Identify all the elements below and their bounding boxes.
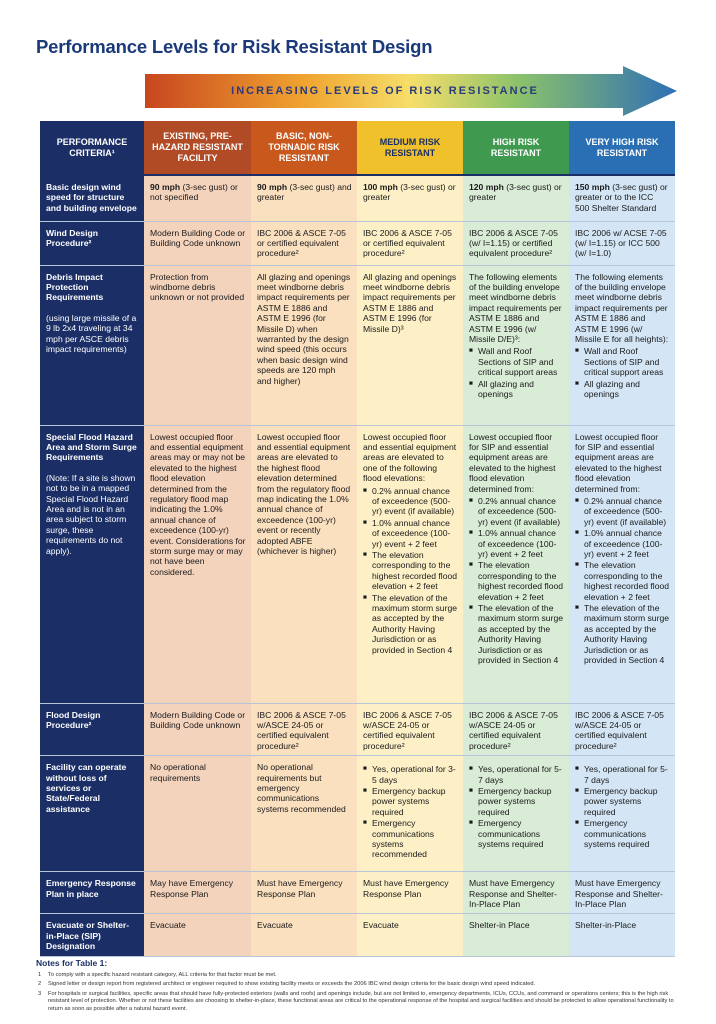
footnote-text: To comply with a specific hazard resistant category, ALL criteria for that factor must be met.: [48, 972, 277, 978]
table-row: [40, 756, 675, 872]
level-cell: [144, 756, 251, 872]
bullet-item: ■ All glazing and openings: [469, 379, 564, 400]
table-row: [40, 914, 675, 956]
cell-text: [575, 710, 670, 752]
bullet-item: ■ Wall and Roof Sections of SIP and critical support areas: [469, 346, 564, 377]
bullet-list: [469, 764, 564, 849]
table-row: [40, 872, 675, 914]
cell-body: IBC 2006 & ASCE 7-05 w/ASCE 24-05 or certified equivalent procedure²: [575, 709, 664, 751]
cell-text: [469, 920, 564, 930]
header-row: [40, 121, 675, 175]
cell-text: [363, 710, 458, 752]
footnote-text: For hospitals or surgical facilities, specific areas that should have fully-protected exteriors (walls and roofs) and openings include, but are not limited to, emergency departments, ICUs, CCUs, and command or operations centers; this is the high risk resistant level of protection. Whether or not these facilities are choosing to shelter-in-place, these functional areas are critical to the operational response of the hospital and surgical facilities and should be protected to allow operational functionality to return as soon as possible after a natural hazard event.: [48, 990, 674, 1012]
bullet-item: ■ Yes, operational for 5-7 days: [469, 764, 564, 785]
criteria-label: Flood Design Procedure²: [46, 709, 101, 730]
level-cell: [463, 265, 569, 425]
criteria-cell: [40, 872, 144, 914]
column-header: BASIC, NON-TORNADIC RISK RESISTANT: [251, 121, 357, 175]
cell-body: Evacuate: [363, 920, 399, 931]
level-cell: [569, 914, 675, 956]
cell-body: Evacuate: [257, 920, 293, 931]
cell-text: [150, 762, 246, 783]
cell-body: (3-sec gust) and greater: [257, 182, 352, 203]
wind-speed-value: 120 mph: [469, 182, 504, 192]
level-cell: [569, 756, 675, 872]
risk-table: [40, 121, 675, 957]
footnote-text: Signed letter or design report from registered architect or engineer required to show existing facility meets or exceeds the 2006 IBC wind design criteria for the basic design wind speed indicated.: [48, 981, 536, 988]
cell-body: All glazing and openings meet windborne debris impact requirements per ASTM E 1886 and ASTM E 1996 (for Missile D)³: [363, 271, 457, 334]
level-cell: [251, 914, 357, 956]
level-cell: [569, 175, 675, 221]
column-header: HIGH RISK RESISTANT: [463, 121, 569, 175]
level-cell: [357, 425, 463, 703]
cell-text: [150, 272, 246, 303]
cell-body: IBC 2006 & ASCE 7-05 w/ASCE 24-05 or certified equivalent procedure²: [469, 709, 558, 751]
bullet-list: [363, 486, 458, 656]
bullet-list: [575, 764, 670, 849]
cell-body: (3-sec gust) or not specified: [150, 182, 238, 203]
level-cell: [144, 703, 251, 756]
criteria-cell: [40, 221, 144, 265]
level-cell: [144, 265, 251, 425]
cell-body: Shelter-in Place: [469, 920, 530, 931]
level-cell: [569, 872, 675, 914]
level-cell: [251, 221, 357, 265]
cell-text: [257, 272, 352, 386]
level-cell: [357, 703, 463, 756]
risk-arrow: [145, 66, 677, 116]
bullet-item: ■ Emergency communications systems required: [469, 818, 564, 849]
criteria-cell: [40, 175, 144, 221]
cell-text: [363, 878, 458, 899]
level-cell: [251, 703, 357, 756]
bullet-item: ■ Wall and Roof Sections of SIP and critical support areas: [575, 346, 670, 377]
footnote: [36, 972, 682, 979]
bullet-item: ■ 1.0% annual chance of exceedence (100-yr) event + 2 feet: [575, 528, 670, 559]
notes-section: [36, 958, 682, 1015]
level-cell: [144, 872, 251, 914]
cell-text: [363, 432, 458, 484]
notes-title: Notes for Table 1:: [36, 958, 108, 968]
cell-text: [257, 878, 352, 899]
level-cell: [144, 221, 251, 265]
bullet-list: [575, 496, 670, 666]
bullet-item: ■ Emergency backup power systems required: [469, 786, 564, 817]
level-cell: [357, 175, 463, 221]
level-cell: [357, 872, 463, 914]
bullet-item: ■ 1.0% annual chance of exceedence (100-yr) event + 2 feet: [469, 528, 564, 559]
cell-text: [469, 228, 564, 259]
level-cell: [357, 914, 463, 956]
level-cell: [463, 703, 569, 756]
table-row: [40, 175, 675, 221]
page-title: Performance Levels for Risk Resistant Design: [36, 36, 433, 57]
cell-body: IBC 2006 & ASCE 7-05 w/ASCE 24-05 or certified equivalent procedure²: [257, 709, 346, 751]
cell-text: [150, 182, 246, 203]
cell-body: IBC 2006 w/ ACSE 7-05 (w/ I=1.15) or ICC 500 (w/ I=1.0): [575, 227, 667, 259]
cell-body: The following elements of the building envelope meet windborne debris impact requirements per ASTM E 1886 and ASTM E 1996 (w/ Missile E for all heights):: [575, 271, 669, 344]
bullet-list: [575, 346, 670, 399]
cell-body: Must have Emergency Response and Shelter-In-Place Plan: [469, 878, 557, 909]
level-cell: [251, 265, 357, 425]
cell-body: Shelter-in-Place: [575, 920, 637, 931]
criteria-cell: [40, 703, 144, 756]
level-cell: [569, 221, 675, 265]
cell-text: [575, 228, 670, 259]
bullet-item: ■ Yes, operational for 3-5 days: [363, 764, 458, 785]
bullet-item: ■ The elevation of the maximum storm surge as accepted by the Authority Having Jurisdiction or as provided in Section 4: [363, 593, 458, 655]
cell-body: Must have Emergency Response and Shelter-In-Place Plan: [575, 878, 663, 909]
bullet-item: ■ 0.2% annual chance of exceedence (500-yr) event (if available): [575, 496, 670, 527]
cell-text: [257, 920, 352, 930]
column-header: EXISTING, PRE-HAZARD RESISTANT FACILITY: [144, 121, 251, 175]
cell-text: [363, 272, 458, 334]
cell-text: [575, 432, 670, 494]
cell-body: Lowest occupied floor for SIP and essential equipment areas are elevated to the highest flood elevation determined from:: [469, 431, 556, 494]
criteria-label: Emergency Response Plan in place: [46, 878, 136, 899]
level-cell: [357, 221, 463, 265]
level-cell: [357, 756, 463, 872]
arrow-label: INCREASING LEVELS OF RISK RESISTANCE: [231, 85, 539, 97]
bullet-item: ■ The elevation corresponding to the highest recorded flood elevation + 2 feet: [469, 560, 564, 602]
level-cell: [463, 425, 569, 703]
cell-body: Modern Building Code or Building Code unknown: [150, 709, 246, 730]
cell-text: [469, 432, 564, 494]
cell-text: [575, 272, 670, 345]
bullet-item: ■ 0.2% annual chance of exceedence (500-yr) event (if available): [469, 496, 564, 527]
cell-text: [575, 182, 670, 213]
bullet-item: ■ All glazing and openings: [575, 379, 670, 400]
level-cell: [251, 756, 357, 872]
bullet-item: ■ The elevation of the maximum storm surge as accepted by the Authority Having Jurisdiction or as provided in Section 4: [575, 603, 670, 665]
cell-body: Lowest occupied floor and essential equipment areas may or may not be elevated to the highest flood elevation determined from the regulatory flood map indicating the 1.0% annual chance of exceedence (100-yr) event. Considerations for storm surge may or may not have been considered.: [150, 431, 246, 577]
criteria-label: Debris Impact Protection Requirements: [46, 271, 104, 303]
cell-body: (3-sec gust) or greater: [469, 182, 562, 203]
footnote: [36, 981, 682, 988]
level-cell: [144, 425, 251, 703]
cell-body: Modern Building Code or Building Code unknown: [150, 227, 246, 248]
cell-text: [150, 710, 246, 731]
footnote-number: 2: [38, 981, 42, 988]
column-header: MEDIUM RISK RESISTANT: [357, 121, 463, 175]
level-cell: [251, 425, 357, 703]
cell-body: IBC 2006 & ASCE 7-05 or certified equivalent procedure²: [257, 227, 346, 259]
criteria-label: Facility can operate without loss of services or State/Federal assistance: [46, 762, 127, 814]
level-cell: [463, 221, 569, 265]
table-row: [40, 221, 675, 265]
footnote-number: 1: [38, 972, 42, 978]
cell-body: IBC 2006 & ASCE 7-05 (w/ I=1.15) or certified equivalent procedure²: [469, 227, 558, 259]
bullet-item: ■ The elevation corresponding to the highest recorded flood elevation + 2 feet: [363, 550, 458, 592]
table-row: [40, 425, 675, 703]
cell-body: No operational requirements: [150, 762, 206, 783]
column-header: VERY HIGH RISK RESISTANT: [569, 121, 675, 175]
cell-text: [469, 182, 564, 203]
cell-text: [363, 228, 458, 259]
wind-speed-value: 90 mph: [150, 182, 181, 192]
bullet-list: [469, 346, 564, 399]
cell-text: [363, 182, 458, 203]
bullet-item: ■ Emergency backup power systems required: [575, 786, 670, 817]
cell-body: (3-sec gust) or greater: [363, 182, 456, 203]
criteria-cell: [40, 265, 144, 425]
level-cell: [251, 175, 357, 221]
level-cell: [463, 914, 569, 956]
cell-text: [469, 878, 564, 909]
cell-text: [469, 710, 564, 752]
level-cell: [144, 914, 251, 956]
cell-text: [257, 762, 352, 814]
cell-body: IBC 2006 & ASCE 7-05 w/ASCE 24-05 or certified equivalent procedure²: [363, 709, 452, 751]
level-cell: [251, 872, 357, 914]
bullet-item: ■ 1.0% annual chance of exceedence (100-yr) event + 2 feet: [363, 518, 458, 549]
column-header: PERFORMANCE CRITERIA¹: [40, 121, 144, 175]
footnote: [36, 991, 682, 1013]
criteria-note: (using large missile of a 9 lb 2x4 traveling at 34 mph per ASCE debris impact requirements): [46, 312, 137, 354]
cell-text: [257, 182, 352, 203]
criteria-cell: [40, 756, 144, 872]
bullet-item: ■ The elevation corresponding to the highest recorded flood elevation + 2 feet: [575, 560, 670, 602]
level-cell: [569, 265, 675, 425]
criteria-cell: [40, 914, 144, 956]
level-cell: [357, 265, 463, 425]
cell-text: [150, 920, 246, 930]
wind-speed-value: 90 mph: [257, 182, 288, 192]
cell-body: Must have Emergency Response Plan: [257, 878, 343, 899]
criteria-label: Basic design wind speed for structure and building envelope: [46, 182, 137, 213]
cell-text: [363, 920, 458, 930]
criteria-label: Wind Design Procedure²: [46, 227, 98, 248]
bullet-item: ■ Emergency backup power systems required: [363, 786, 458, 817]
level-cell: [569, 425, 675, 703]
cell-body: May have Emergency Response Plan: [150, 878, 234, 899]
level-cell: [463, 756, 569, 872]
wind-speed-value: 100 mph: [363, 182, 398, 192]
cell-body: Lowest occupied floor for SIP and essential equipment areas are elevated to the highest flood elevation determined from:: [575, 431, 662, 494]
cell-text: [575, 878, 670, 909]
cell-body: No operational requirements but emergency communications systems recommended: [257, 762, 346, 814]
cell-body: All glazing and openings meet windborne debris impact requirements per ASTM E 1886 and ASTM E 1996 (for Missile D) when warranted by the design wind speed (this occurs when basic design wind speeds are 120 mph and higher): [257, 271, 351, 386]
cell-text: [150, 228, 246, 249]
level-cell: [144, 175, 251, 221]
cell-text: [150, 878, 246, 899]
footnote-number: 3: [38, 990, 42, 997]
cell-text: [150, 432, 246, 578]
cell-body: Lowest occupied floor and essential equipment areas are elevated to the highest flood elevation determined from the regulatory flood map indicating the 1.0% annual chance of exceedence (100-yr) event or recently adopted ABFE (whichever is higher): [257, 431, 351, 556]
level-cell: [463, 872, 569, 914]
bullet-item: ■ Yes, operational for 5-7 days: [575, 764, 670, 785]
cell-body: Evacuate: [150, 920, 186, 931]
criteria-cell: [40, 425, 144, 703]
table-row: [40, 703, 675, 756]
criteria-label: Special Flood Hazard Area and Storm Surge Requirements: [46, 431, 137, 463]
cell-text: [257, 228, 352, 259]
cell-body: Must have Emergency Response Plan: [363, 878, 449, 899]
criteria-label: Evacuate or Shelter-in-Place (SIP) Designation: [46, 920, 130, 952]
level-cell: [463, 175, 569, 221]
criteria-note: (Note: If a site is shown not to be in a mapped Special Flood Hazard Area and is not in an area subject to storm surge, these requirements do not apply).: [46, 472, 136, 556]
bullet-item: ■ Emergency communications systems recommended: [363, 818, 458, 860]
cell-text: [575, 920, 670, 930]
cell-body: (3-sec gust) or greater or to the ICC 500 Shelter Standard: [575, 182, 668, 213]
bullet-item: ■ 0.2% annual chance of exceedence (500-yr) event (if available): [363, 486, 458, 517]
bullet-list: [469, 496, 564, 666]
cell-text: [257, 432, 352, 557]
cell-body: IBC 2006 & ASCE 7-05 or certified equivalent procedure²: [363, 227, 452, 259]
bullet-item: ■ The elevation of the maximum storm surge as accepted by the Authority Having Jurisdiction or as provided in Section 4: [469, 603, 564, 665]
cell-text: [257, 710, 352, 752]
cell-body: Protection from windborne debris unknown or not provided: [150, 271, 245, 303]
cell-body: The following elements of the building envelope meet windborne debris impact requirements per ASTM E 1886 and ASTM E 1996 (w/ Missile D/E)³:: [469, 271, 562, 344]
bullet-item: ■ Emergency communications systems required: [575, 818, 670, 849]
table-row: [40, 265, 675, 425]
level-cell: [569, 703, 675, 756]
cell-body: Lowest occupied floor and essential equipment areas are elevated to one of the following flood elevations:: [363, 431, 457, 484]
bullet-list: [363, 764, 458, 860]
cell-text: [469, 272, 564, 345]
wind-speed-value: 150 mph: [575, 182, 610, 192]
